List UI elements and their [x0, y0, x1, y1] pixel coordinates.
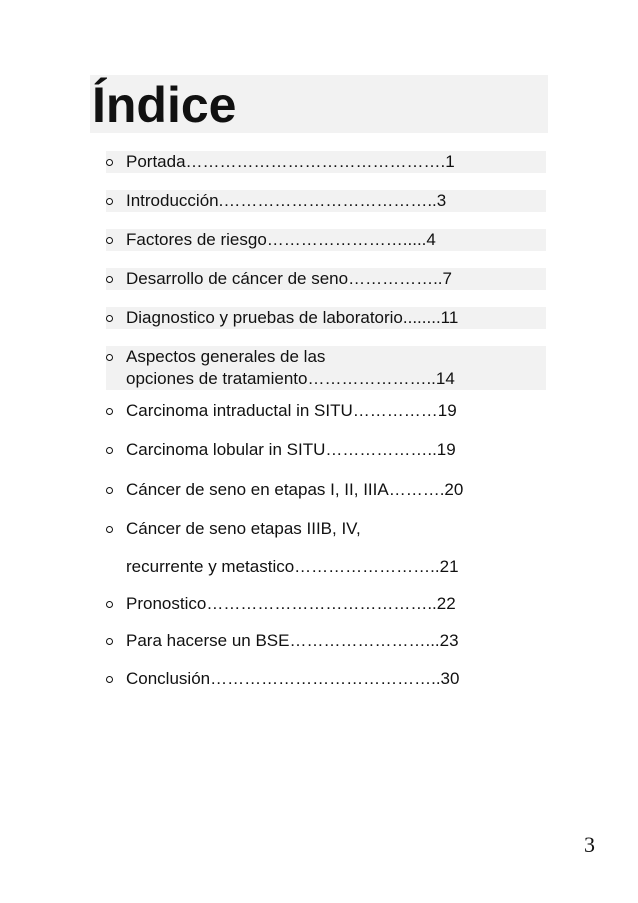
bullet-icon	[106, 159, 113, 166]
toc-item-factores-de-riesgo	[106, 229, 546, 251]
page-number: 3	[584, 832, 595, 857]
toc-item-cancer-etapas-iiib-iv	[106, 518, 546, 578]
toc-item-conclusion	[106, 668, 546, 690]
toc-item-label: Para hacerse un BSE……………………...23	[126, 631, 459, 650]
toc-item-bse	[106, 630, 546, 652]
bullet-icon	[106, 354, 113, 361]
toc-item-carcinoma-intraductal	[106, 400, 546, 422]
toc-item-label-line2: recurrente y metastico……………………..21	[126, 557, 459, 576]
toc-item-label: Factores de riesgo…………………….....4	[126, 230, 436, 249]
bullet-icon	[106, 447, 113, 454]
bullet-icon	[106, 526, 113, 533]
toc-item-label: Introducción.………………………………..3	[126, 191, 447, 210]
bullet-icon	[106, 237, 113, 244]
toc-item-label-line1: Aspectos generales de las	[126, 347, 326, 366]
toc-item-label: Desarrollo de cáncer de seno……………..7	[126, 269, 452, 288]
toc-item-aspectos-generales	[106, 346, 546, 390]
bullet-icon	[106, 198, 113, 205]
toc-item-desarrollo	[106, 268, 546, 290]
page-title: Índice	[92, 77, 237, 133]
bullet-icon	[106, 676, 113, 683]
bullet-icon	[106, 487, 113, 494]
toc-item-label-line1: Cáncer de seno etapas IIIB, IV,	[126, 519, 361, 538]
toc-item-label: Portada……………………………………….1	[126, 152, 455, 171]
toc-item-label	[126, 518, 546, 578]
bullet-icon	[106, 276, 113, 283]
bullet-icon	[106, 638, 113, 645]
toc-item-pronostico	[106, 593, 546, 615]
toc-item-label: Carcinoma lobular in SITU………………..19	[126, 440, 456, 459]
toc-item-label	[126, 346, 546, 390]
toc-item-label: Carcinoma intraductal in SITU……………19	[126, 401, 457, 420]
toc-item-carcinoma-lobular	[106, 439, 546, 461]
bullet-icon	[106, 601, 113, 608]
toc-item-label: Cáncer de seno en etapas I, II, IIIA……….20	[126, 480, 464, 499]
toc-item-label: Diagnostico y pruebas de laboratorio........11	[126, 308, 459, 327]
bullet-icon	[106, 315, 113, 322]
toc-item-cancer-etapas-i-ii-iiia	[106, 479, 546, 501]
toc-item-label-line2: opciones de tratamiento…………………..14	[126, 369, 455, 388]
toc-item-label: Conclusión…………………………………..30	[126, 669, 460, 688]
bullet-icon	[106, 408, 113, 415]
toc-item-label: Pronostico…………………………………..22	[126, 594, 456, 613]
toc-item-portada	[106, 151, 546, 173]
toc-item-introduccion	[106, 190, 546, 212]
toc-item-diagnostico	[106, 307, 546, 329]
